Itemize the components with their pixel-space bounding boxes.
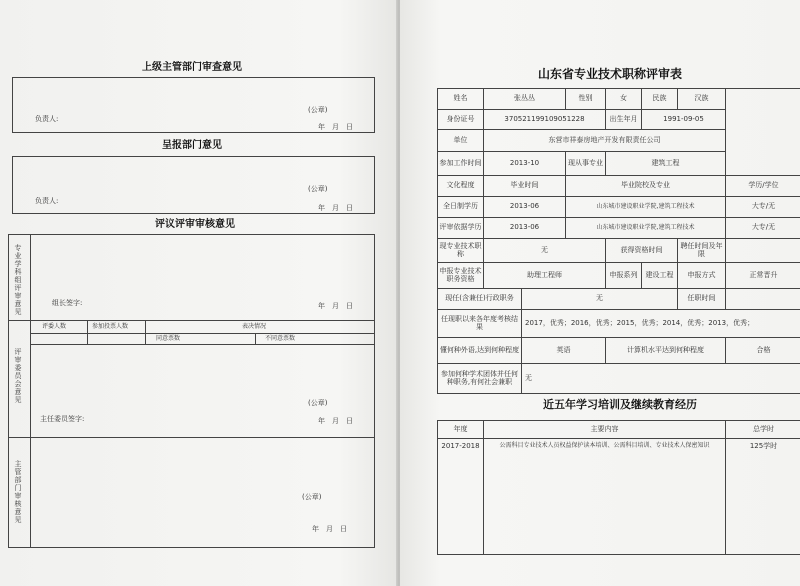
qual-time-label: 获得资格时间 xyxy=(606,239,678,263)
eval-edu-school: 山东城市建设职业学院,建筑工程技术 xyxy=(566,218,726,239)
section-title-reporting-dept: 呈报部门意见 xyxy=(162,140,222,151)
name-label: 姓名 xyxy=(438,89,484,110)
vote-header: 表决情况 xyxy=(242,323,267,330)
dept-seal: (公章) xyxy=(302,493,322,501)
nation-label: 民族 xyxy=(642,89,678,110)
superior-date: 年 月 日 xyxy=(318,123,353,131)
current-title-value: 无 xyxy=(484,239,606,263)
degree-label: 学历/学位 xyxy=(726,176,800,197)
section-title-superior-review: 上级主管部门审查意见 xyxy=(142,62,242,73)
language-value: 英语 xyxy=(522,338,606,364)
society-label: 参加何种学术团体并任何种职务,有何社会兼职 xyxy=(438,364,522,394)
training-year: 2017-2018 xyxy=(438,439,484,555)
hire-time-label: 聘任时间及年限 xyxy=(678,239,726,263)
assessment-label: 任现职以来各年度考核结果 xyxy=(438,310,522,338)
post-time-label: 任职时间 xyxy=(678,289,726,310)
nation-value: 汉族 xyxy=(678,89,726,110)
discipline-group-label: 专业学科组评审意见 xyxy=(14,244,22,316)
fulltime-degree: 大专/无 xyxy=(726,197,800,218)
training-year-header: 年度 xyxy=(438,421,484,439)
series-label: 申报系列 xyxy=(606,263,642,289)
training-title: 近五年学习培训及继续教育经历 xyxy=(543,398,697,411)
eval-edu-time: 2013-06 xyxy=(484,218,566,239)
apply-label: 申报专业技术职务资格 xyxy=(438,263,484,289)
hire-time-value xyxy=(726,239,800,263)
computer-value: 合格 xyxy=(726,338,800,364)
right-page xyxy=(400,0,800,586)
reporting-person: 负责人: xyxy=(35,197,59,205)
training-content: 公需科目专业技术人员权益保护读本培训、公需科目培训、专业技术人保密知识 xyxy=(484,439,726,555)
training-hours: 125学时 xyxy=(726,439,800,555)
photo-cell xyxy=(726,89,800,176)
language-label: 懂何种外语,达到何种程度 xyxy=(438,338,522,364)
post-time-value xyxy=(726,289,800,310)
voters-header: 参加投票人数 xyxy=(92,323,129,330)
dept-review-label: 主管部门审核意见 xyxy=(14,460,22,524)
fulltime-label: 全日制学历 xyxy=(438,197,484,218)
unit-label: 单位 xyxy=(438,130,484,152)
computer-label: 计算机水平达到何种程度 xyxy=(606,338,726,364)
committee-seal: (公章) xyxy=(308,399,328,407)
left-page xyxy=(0,0,398,586)
engaged-label: 现从事专业 xyxy=(566,152,606,176)
application-form xyxy=(437,88,800,394)
fulltime-school: 山东城市建设职业学院,建筑工程技术 xyxy=(566,197,726,218)
edu-label: 文化程度 xyxy=(438,176,484,197)
training-hours-header: 总学时 xyxy=(726,421,800,439)
mode-value: 正常晋升 xyxy=(726,263,800,289)
superior-seal: (公章) xyxy=(308,106,328,114)
unit-value: 东营市祥泰房地产开发有限责任公司 xyxy=(484,130,726,152)
birth-value: 1991-09-05 xyxy=(642,110,726,130)
grad-time-label: 毕业时间 xyxy=(484,176,566,197)
committee-date: 年 月 日 xyxy=(318,417,353,425)
mode-label: 申报方式 xyxy=(678,263,726,289)
training-content-header: 主要内容 xyxy=(484,421,726,439)
work-start-value: 2013-10 xyxy=(484,152,566,176)
series-value: 建设工程 xyxy=(642,263,678,289)
apply-value: 助理工程师 xyxy=(484,263,606,289)
committee-chair-sign: 主任委员签字: xyxy=(40,415,85,423)
disagree-header: 不同意票数 xyxy=(265,335,296,342)
admin-post-value: 无 xyxy=(522,289,678,310)
superior-person: 负责人: xyxy=(35,115,59,123)
committee-label: 评审委员会意见 xyxy=(14,348,22,404)
members-header: 评委人数 xyxy=(42,323,67,330)
birth-label: 出生年月 xyxy=(606,110,642,130)
section-title-evaluation: 评议评审审核意见 xyxy=(155,219,235,230)
current-title-label: 现专业技术职称 xyxy=(438,239,484,263)
gender-label: 性别 xyxy=(566,89,606,110)
engaged-value: 建筑工程 xyxy=(606,152,726,176)
agree-header: 同意票数 xyxy=(156,335,181,342)
assessment-value: 2017，优秀；2016，优秀；2015，优秀；2014，优秀；2013，优秀； xyxy=(522,310,800,338)
fulltime-time: 2013-06 xyxy=(484,197,566,218)
reporting-seal: (公章) xyxy=(308,185,328,193)
admin-post-label: 现任(含兼任)行政职务 xyxy=(438,289,522,310)
group-leader-sign: 组长签字: xyxy=(52,299,83,307)
gender-value: 女 xyxy=(606,89,642,110)
eval-edu-degree: 大专/无 xyxy=(726,218,800,239)
form-title: 山东省专业技术职称评审表 xyxy=(538,67,683,81)
society-value: 无 xyxy=(522,364,800,394)
group-date: 年 月 日 xyxy=(318,302,353,310)
work-start-label: 参加工作时间 xyxy=(438,152,484,176)
id-value: 370521199109051228 xyxy=(484,110,606,130)
id-label: 身份证号 xyxy=(438,110,484,130)
name-value: 张丛丛 xyxy=(484,89,566,110)
eval-edu-label: 评审依据学历 xyxy=(438,218,484,239)
dept-date: 年 月 日 xyxy=(312,525,347,533)
school-label: 毕业院校及专业 xyxy=(566,176,726,197)
reporting-date: 年 月 日 xyxy=(318,204,353,212)
training-table xyxy=(437,420,800,555)
